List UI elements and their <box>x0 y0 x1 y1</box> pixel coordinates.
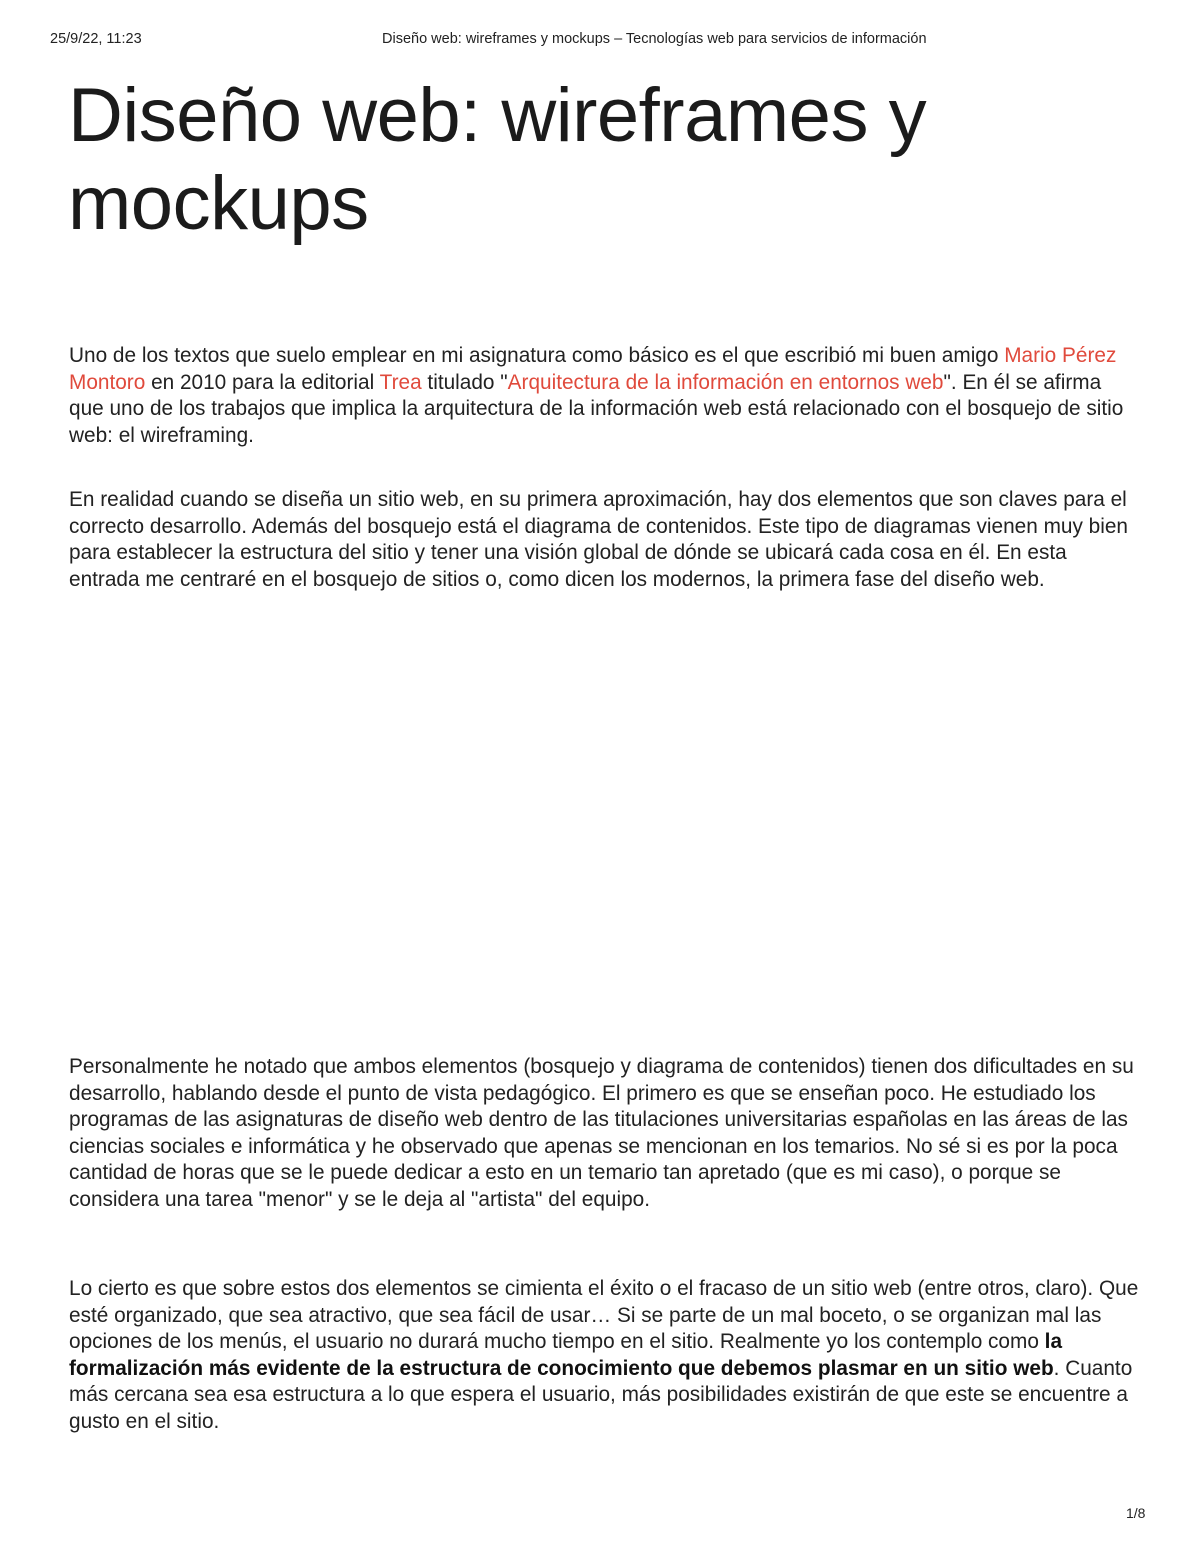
print-date: 25/9/22, 11:23 <box>50 31 142 47</box>
publisher-link[interactable]: Trea <box>379 370 422 394</box>
paragraph-text: en 2010 para la editorial <box>145 370 380 394</box>
paragraph-intro <box>69 343 1141 449</box>
paragraph-text: Uno de los textos que suelo emplear en mi asignatura como básico es el que escribió mi buen amigo <box>69 344 1005 367</box>
paragraph-text: Lo cierto es que sobre estos dos elementos se cimienta el éxito o el fracaso de un sitio web (entre otros, claro). Que esté organizado, que sea atractivo, que sea fácil de usar… Si se parte de un mal boceto, o se organizan mal las opciones de los menús, el usuario no durará mucho tiempo en el sitio. Realmente yo los contemplo como <box>69 1277 1139 1354</box>
paragraph-conclusion <box>69 1276 1141 1436</box>
paragraph-difficulties: Personalmente he notado que ambos elementos (bosquejo y diagrama de contenidos) tienen dos dificultades en su desarrollo, hablando desde el punto de vista pedagógico. El primero es que se enseñan poco. He estudiado los programas de las asignaturas de diseño web dentro de las titulaciones universitarias españolas en las áreas de las ciencias sociales e informática y he observado que apenas se mencionan en los temarios. No sé si es por la poca cantidad de horas que se le puede dedicar a esto en un temario tan apretado (que es mi caso), o porque se considera una tarea "menor" y se le deja al "artista" del equipo. <box>69 1055 1134 1211</box>
page-number: 1/8 <box>1126 1505 1146 1521</box>
paragraph-text: titulado " <box>421 370 508 394</box>
page-title: Diseño web: wireframes y mockups <box>68 73 927 246</box>
paragraph-elements: En realidad cuando se diseña un sitio web, en su primera aproximación, hay dos elementos que son claves para el correcto desarrollo. Además del bosquejo está el diagrama de contenidos. Este tipo de diagramas vienen muy bien para establecer la estructura del sitio y tener una visión global de dónde se ubicará cada cosa en él. En esta entrada me centraré en el bosquejo de sitios o, como dicen los modernos, la primera fase del diseño web. <box>69 488 1128 591</box>
author-link[interactable]: Mario Pérez Montoro <box>69 344 1117 394</box>
print-doc-title: Diseño web: wireframes y mockups – Tecnologías web para servicios de información <box>382 31 927 47</box>
highlighted-text: la formalización más evidente de la estructura de conocimiento que debemos plasmar en un sitio web <box>69 1330 1063 1380</box>
print-header <box>0 31 1200 51</box>
paragraph-text: ". En él se afirma que uno de los trabajos que implica la arquitectura de la información web está relacionado con el bosquejo de sitio web: el wireframing. <box>69 370 1124 447</box>
paragraph-text: . Cuanto más cercana sea esa estructura a lo que espera el usuario, más posibilidades existirán de que este se encuentre a gusto en el sitio. <box>69 1356 1133 1433</box>
book-link[interactable]: Arquitectura de la información en entornos web <box>507 370 944 394</box>
